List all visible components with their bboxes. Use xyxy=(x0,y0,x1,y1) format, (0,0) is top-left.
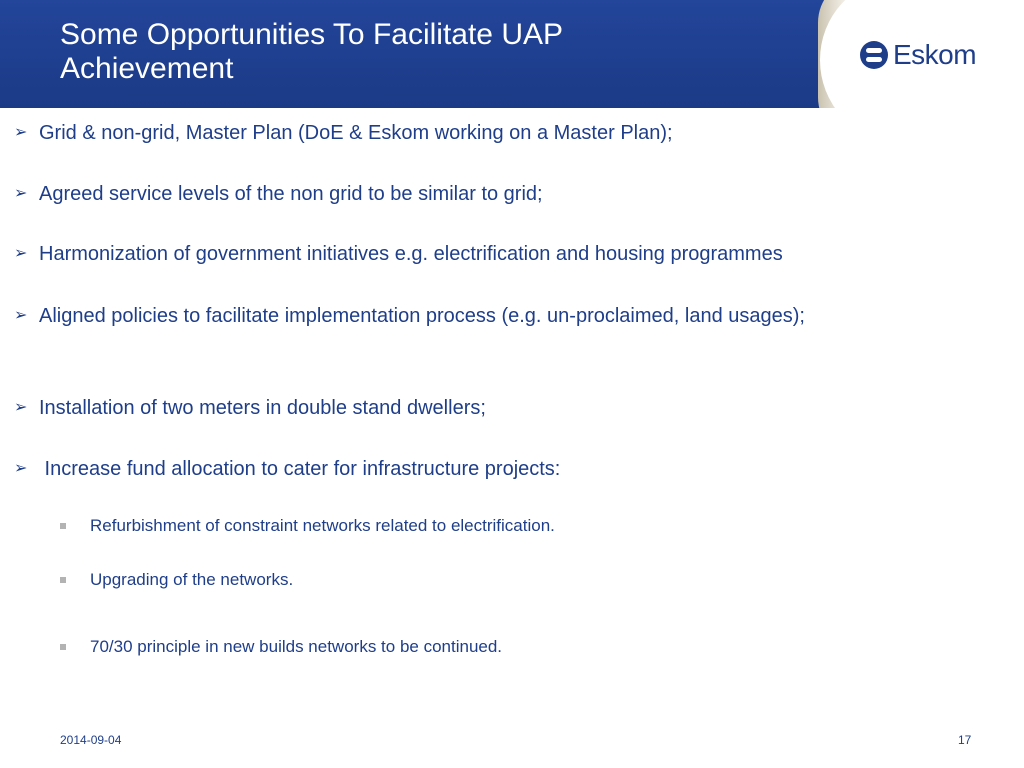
bullet-item xyxy=(14,301,1014,331)
square-bullet-icon xyxy=(60,635,90,659)
sub-bullet-text: 70/30 principle in new builds networks to be continued. xyxy=(90,637,503,656)
bullet-item xyxy=(14,393,1014,423)
eskom-logo xyxy=(860,38,976,72)
eskom-logo-text: Eskom xyxy=(893,39,977,70)
sub-bullet-text: Refurbishment of constraint networks related to electrification. xyxy=(90,516,555,535)
sub-bullet-item xyxy=(60,514,960,538)
sub-bullet-item xyxy=(60,568,960,592)
bullet-item xyxy=(14,454,1014,484)
bullet-item xyxy=(14,118,1014,148)
arrow-bullet-icon: ➢ xyxy=(14,307,28,324)
slide-title-line-1: Some Opportunities To Facilitate UAP xyxy=(60,18,564,51)
footer-date: 2014-09-04 xyxy=(60,733,122,747)
slide-title xyxy=(60,18,760,86)
arrow-bullet-icon: ➢ xyxy=(14,460,28,477)
bullet-text: Agreed service levels of the non grid to be similar to grid; xyxy=(39,183,543,205)
arrow-bullet-icon: ➢ xyxy=(14,124,28,141)
bullet-text: Harmonization of government initiatives e.g. electrification and housing programmes xyxy=(39,243,783,265)
bullet-item xyxy=(14,239,1014,269)
square-bullet-icon xyxy=(60,514,90,538)
arrow-bullet-icon: ➢ xyxy=(14,245,28,262)
sub-bullet-text: Upgrading of the networks. xyxy=(90,570,294,589)
arrow-bullet-icon: ➢ xyxy=(14,185,28,202)
bullet-text: Aligned policies to facilitate implementation process (e.g. un-proclaimed, land usages); xyxy=(39,305,805,327)
square-bullet-icon xyxy=(60,568,90,592)
bullet-text: Increase fund allocation to cater for infrastructure projects: xyxy=(39,458,561,480)
eskom-logo-icon xyxy=(860,41,888,69)
sub-bullet-item xyxy=(60,635,960,659)
arrow-bullet-icon: ➢ xyxy=(14,399,28,416)
bullet-text: Installation of two meters in double stand dwellers; xyxy=(39,397,486,419)
slide-title-line-2: Achievement xyxy=(60,52,234,85)
slide-header xyxy=(0,0,1024,108)
bullet-text: Grid & non-grid, Master Plan (DoE & Eskom working on a Master Plan); xyxy=(39,122,673,144)
page-number: 17 xyxy=(958,733,972,747)
bullet-item xyxy=(14,179,1014,209)
